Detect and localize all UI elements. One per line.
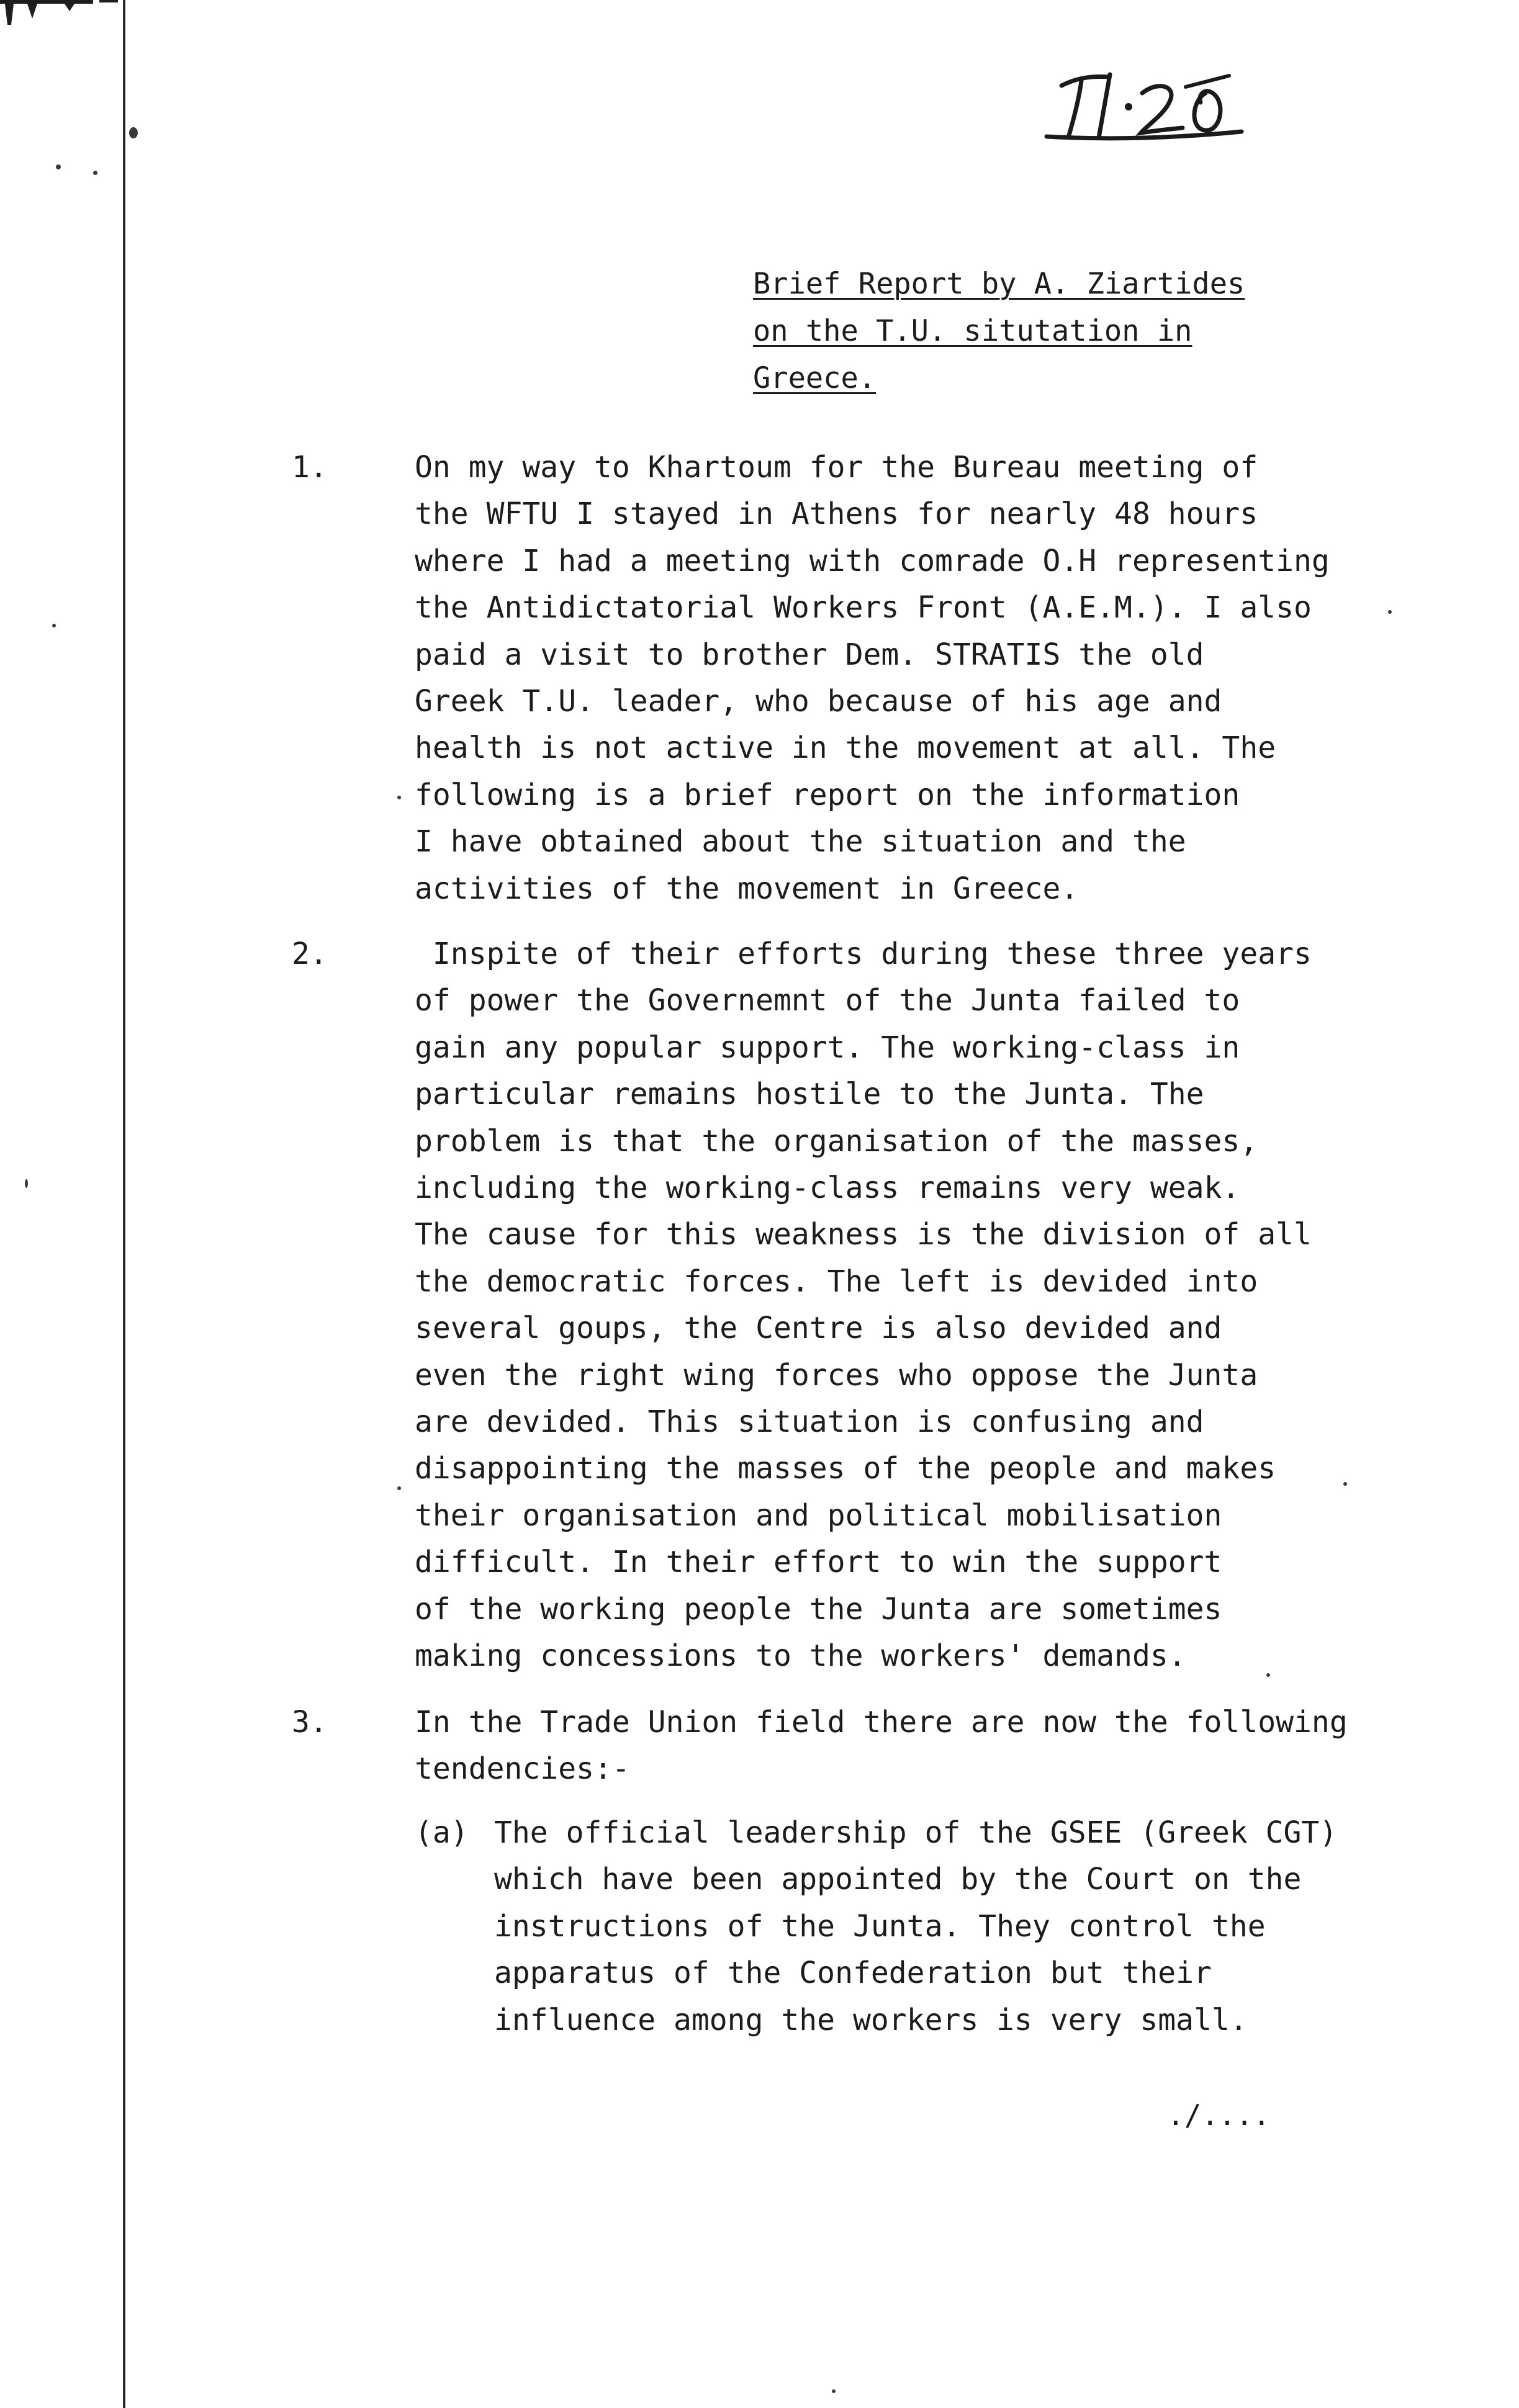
text-line: particular remains hostile to the Junta. The xyxy=(415,1077,1204,1112)
text-line: are devided. This situation is confusing and xyxy=(415,1404,1204,1440)
scan-speck xyxy=(129,127,138,138)
text-line: the WFTU I stayed in Athens for nearly 48 hours xyxy=(415,496,1258,532)
text-line: difficult. In their effort to win the support xyxy=(415,1545,1222,1580)
scan-speck xyxy=(93,171,97,175)
report-title xyxy=(753,261,1374,402)
scan-speck xyxy=(52,624,56,627)
text-line: The cause for this weakness is the division of all xyxy=(415,1217,1312,1252)
text-line: paid a visit to brother Dem. STRATIS the old xyxy=(415,637,1204,672)
scan-speck xyxy=(397,1486,401,1490)
text-line: several goups, the Centre is also devided and xyxy=(415,1311,1222,1346)
paragraph-text xyxy=(415,444,1433,912)
scan-speck xyxy=(832,2389,836,2393)
scan-speck xyxy=(25,1179,28,1188)
text-line: activities of the movement in Greece. xyxy=(415,871,1079,906)
paragraph-number: 2. xyxy=(292,937,328,971)
continuation-marker: ./.... xyxy=(1167,2098,1271,2132)
scan-edge-mark xyxy=(0,0,118,26)
scan-speck xyxy=(56,164,61,169)
text-line: influence among the workers is very small. xyxy=(494,2002,1248,2037)
text-line: the democratic forces. The left is devided into xyxy=(415,1264,1258,1299)
text-line: instructions of the Junta. They control the xyxy=(494,1908,1266,1944)
text-line: making concessions to the workers' demands. xyxy=(415,1638,1186,1674)
paragraph-number: 3. xyxy=(292,1705,328,1740)
paragraph-number: 1. xyxy=(292,450,328,485)
text-line: the Antidictatorial Workers Front (A.E.M.). I also xyxy=(415,590,1312,626)
text-line: disappointing the masses of the people and makes xyxy=(415,1451,1276,1486)
handwritten-reference xyxy=(1043,50,1254,149)
title-line: on the T.U. situtation in xyxy=(753,314,1192,348)
sub-item-label: (a) xyxy=(415,1815,469,1850)
text-line: apparatus of the Confederation but their xyxy=(494,1956,1212,1991)
text-line: I have obtained about the situation and the xyxy=(415,824,1186,860)
text-line: tendencies:- xyxy=(415,1751,630,1787)
text-line: where I had a meeting with comrade O.H representing xyxy=(415,543,1330,578)
text-line: their organisation and political mobilisation xyxy=(415,1498,1222,1533)
text-line: The official leadership of the GSEE (Greek CGT) xyxy=(494,1815,1338,1850)
text-line: Inspite of their efforts during these three years xyxy=(415,937,1312,971)
text-line: gain any popular support. The working-class in xyxy=(415,1030,1240,1065)
text-line: Greek T.U. leader, who because of his age and xyxy=(415,684,1222,719)
binding-margin-line xyxy=(123,0,125,2408)
text-line: including the working-class remains very weak. xyxy=(415,1170,1240,1206)
sub-item-text xyxy=(494,1810,1407,2044)
paragraph-text xyxy=(415,931,1433,1680)
text-line: problem is that the organisation of the masses, xyxy=(415,1123,1258,1159)
text-line: In the Trade Union field there are now the following xyxy=(415,1705,1348,1740)
title-line: Greece. xyxy=(753,361,877,395)
text-line: which have been appointed by the Court on the xyxy=(494,1862,1302,1897)
text-line: On my way to Khartoum for the Bureau meeting of xyxy=(415,450,1258,485)
text-line: of power the Governemnt of the Junta failed to xyxy=(415,983,1240,1018)
text-line: health is not active in the movement at all. The xyxy=(415,730,1276,766)
text-line: of the working people the Junta are sometimes xyxy=(415,1591,1222,1627)
text-line: following is a brief report on the information xyxy=(415,777,1240,812)
text-line: even the right wing forces who oppose the Junta xyxy=(415,1357,1258,1393)
title-line: Brief Report by A. Ziartides xyxy=(753,267,1245,301)
paragraph-text xyxy=(415,1699,1433,1793)
scan-speck xyxy=(397,796,401,799)
